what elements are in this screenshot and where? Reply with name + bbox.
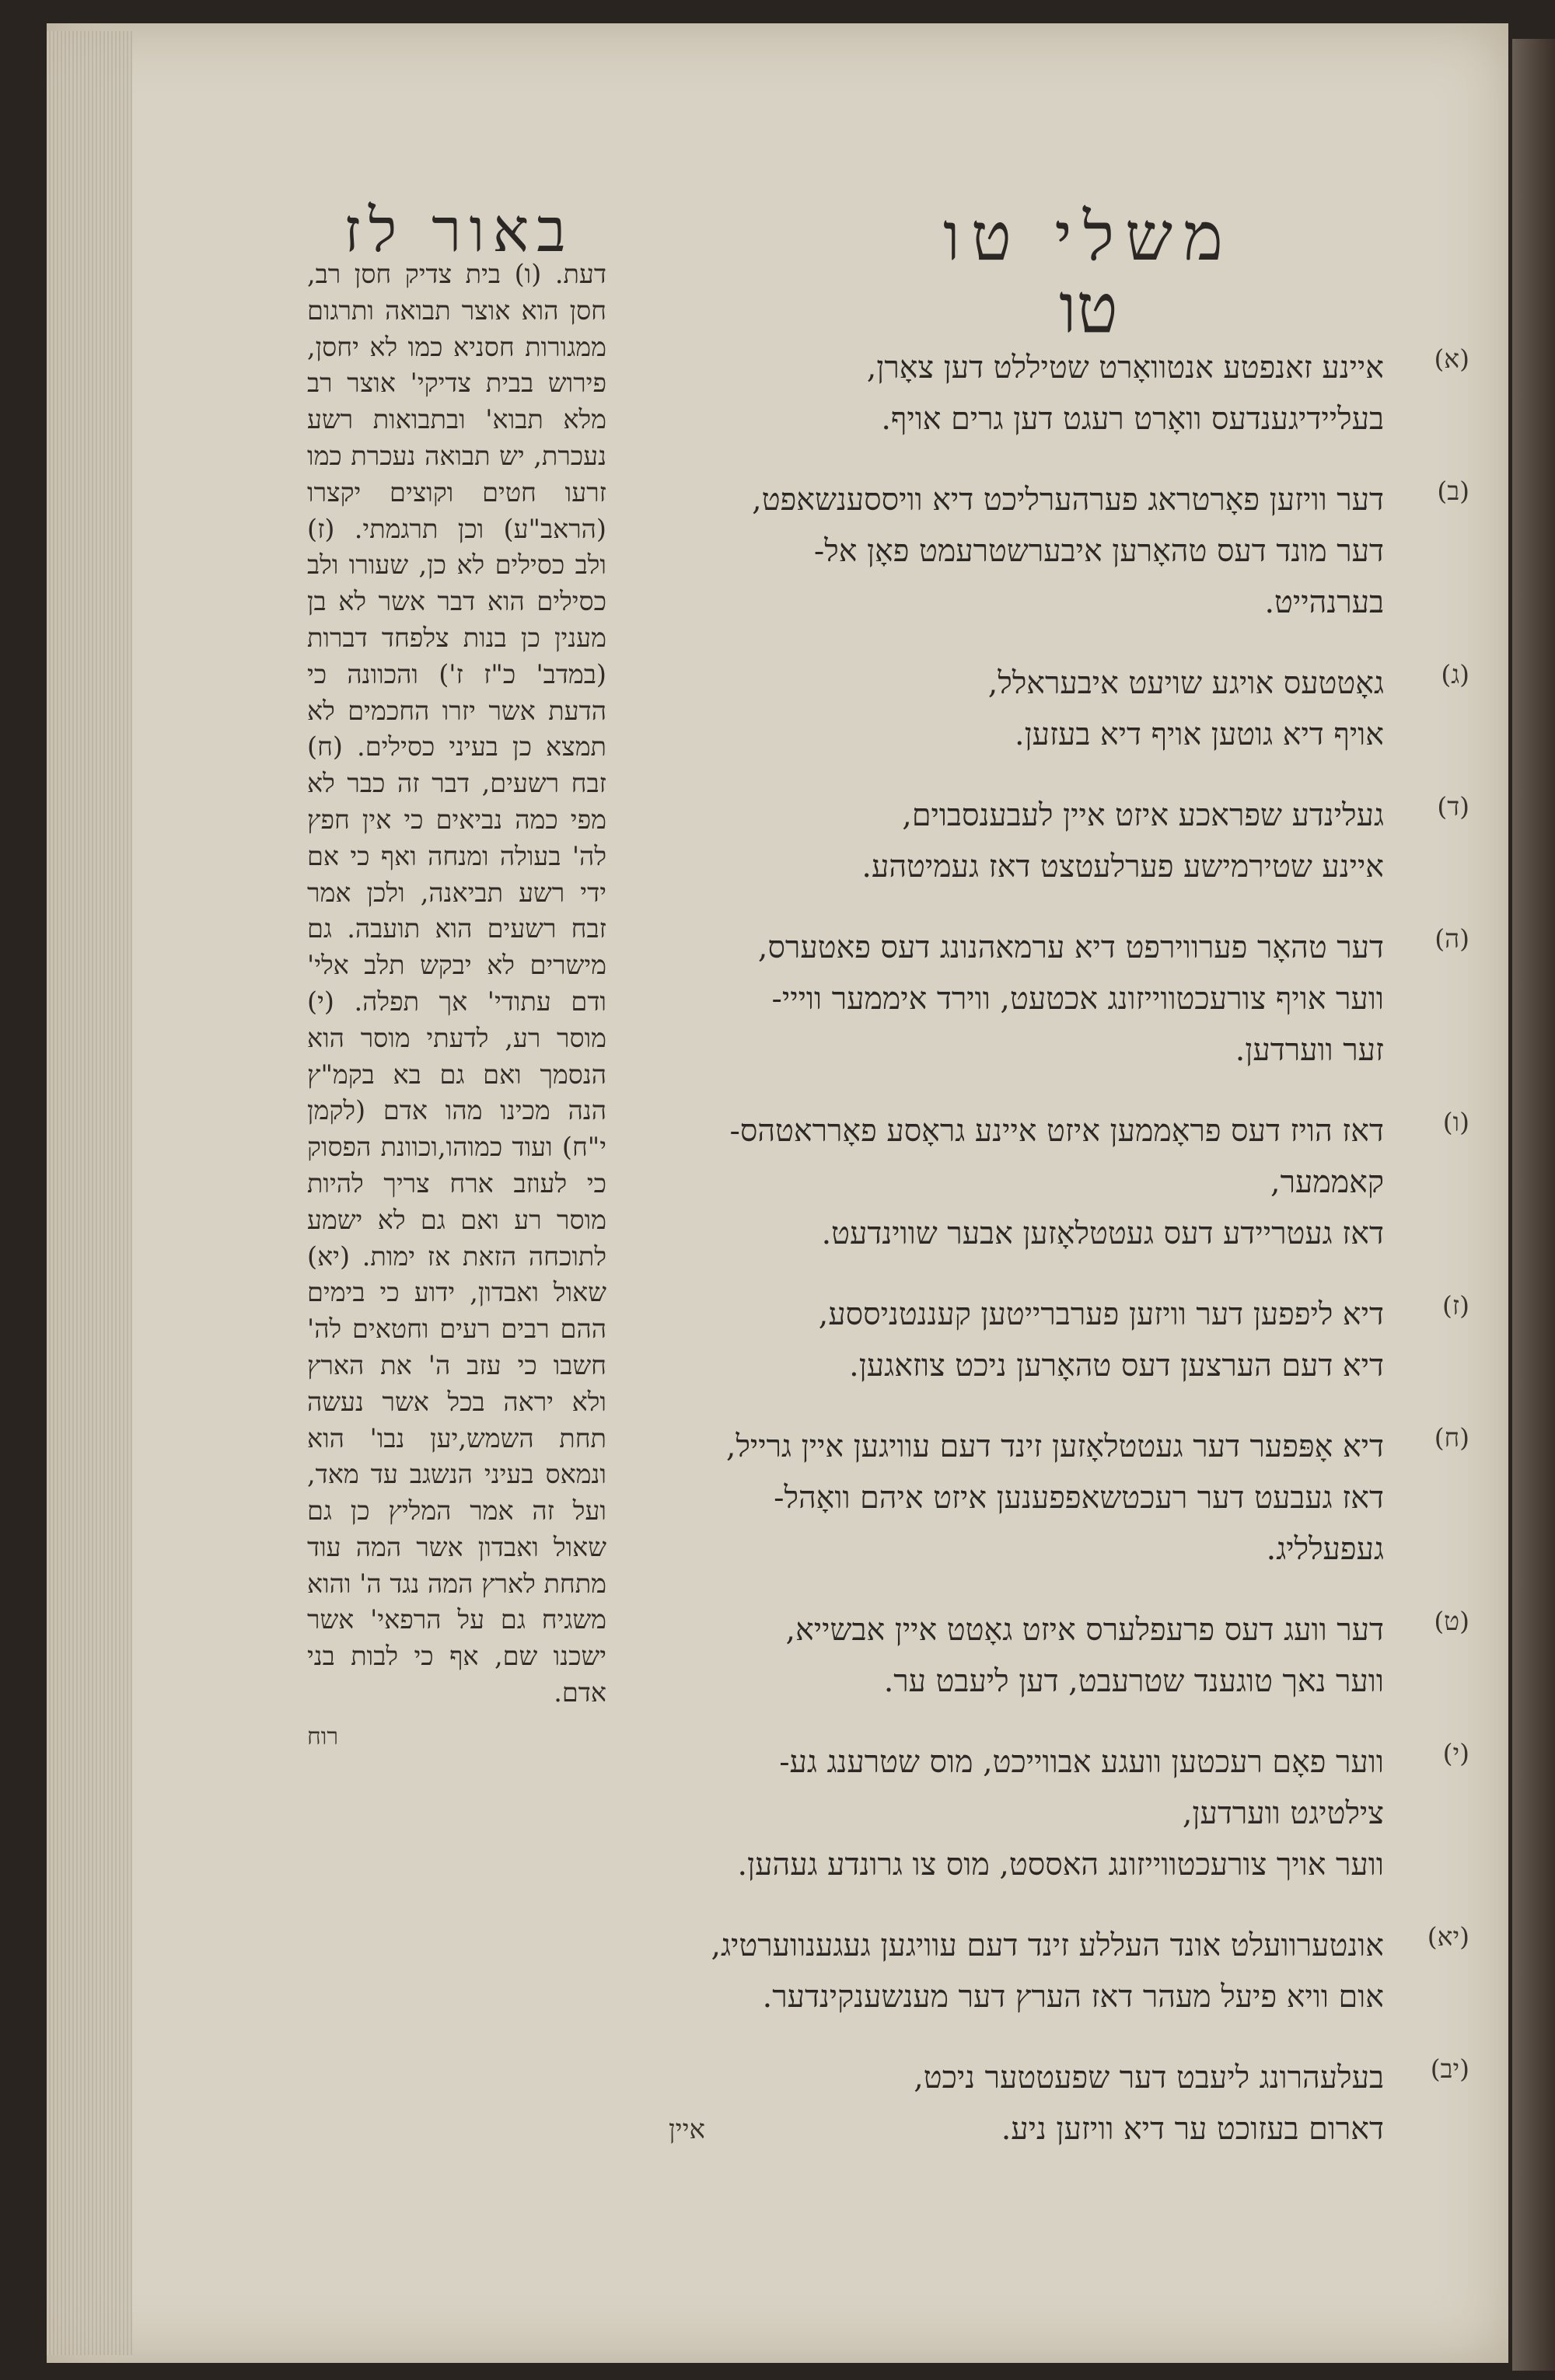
verse-number: (ז) [1442, 1290, 1469, 1321]
commentary-line: והוא משגיח גם על הרפאי' [307, 1568, 606, 1635]
verse-line: דיא ליפפען דער וויזען פערברייטען קעננטניססע, [818, 1296, 1384, 1332]
verse-line: ווער פאָם רעכטען וועגע אבווייכט, מוס שטרענג גע- [779, 1744, 1384, 1780]
verse-line: געלינדע שפראכע איזט איין לעבענסבוים, [902, 797, 1384, 833]
verse-line: דאז געטריידע דעס געטטלאָזען אבער שווינדעט. [821, 1216, 1384, 1251]
commentary-line: דעת. (ו) בית צדיק חסן [341, 259, 606, 289]
verse-number: (ח) [1434, 1422, 1469, 1453]
commentary-line: כמו לא יחסן, פירוש בבית [307, 331, 606, 399]
commentary-catchword: רוח [307, 1722, 339, 1750]
verse-line: קאממער, [1270, 1164, 1384, 1200]
commentary-line: תועבה. גם מישרים לא [307, 913, 606, 981]
verse [669, 1289, 1469, 1391]
commentary-line: ולכן אמר זבח רשעים הוא [307, 877, 606, 944]
commentary-line: אשר יזרו החכמים לא תמצא [307, 695, 606, 763]
verse-line: דער טהאָר פערווירפט דיא ערמאהנונג דעס פאטערס, [757, 930, 1384, 965]
verse-line: אונטערוועלט אונד העללע זינד דעם עוויגען געגענווערטיג, [711, 1928, 1384, 1963]
verse-line: דער וועג דעס פרעפלערס איזט גאָטט איין אבשייא, [785, 1612, 1384, 1648]
verse-line: גאָטטעס אויגע שויעט איבעראלל, [987, 665, 1384, 701]
commentary-line: (יא) שאול ואבדון, ידוע [307, 1241, 606, 1308]
commentary-line: ואבדון אשר המה עוד [307, 1531, 539, 1562]
verse [669, 474, 1469, 628]
commentary-line: (ז) ולב כסילים לא כן, [307, 513, 607, 581]
verse-line: דיא דעם הערצען דעס טהאָרען ניכט צוזאגען. [849, 1348, 1384, 1384]
commentary-text [307, 256, 606, 1712]
verse-line: אויף דיא גוטען אויף דיא בעזען. [1015, 717, 1384, 752]
commentary-line: בני אדם. [307, 1641, 606, 1708]
commentary-line: כי אם ידי רשע תביאנה, [307, 840, 606, 908]
commentary-line: דבר אשר לא בן מענין כן [307, 586, 607, 653]
verse-number: (יא) [1427, 1921, 1469, 1952]
commentary-line: צדיקי' אוצר רב מלא תבוא' [307, 368, 606, 435]
verse-line: צילטיגט ווערדען, [1182, 1795, 1384, 1831]
commentary-line: אך תפלה. (י) מוסר רע, [307, 986, 606, 1053]
commentary-line: ותרגום ממגורות חסניא [307, 295, 606, 362]
commentary-line: רעים וחטאים לה' חשבו [307, 1314, 606, 1380]
commentary-line: כי לעוזב ארח צריך להיות [307, 1167, 606, 1199]
verse [669, 922, 1469, 1076]
commentary-column [307, 256, 606, 1756]
commentary-line: חפץ לה' בעולה ומנחה ואף [307, 804, 606, 871]
commentary-line: ועוד כמוהו,וכוונת הפסוק [307, 1132, 553, 1163]
verse-line: דארום בעזוכט ער דיא וויזען ניע. [1001, 2111, 1384, 2147]
commentary-line: כן בעיני כסילים. (ח) זבח [307, 731, 606, 799]
commentary-line: מתחת לארץ המה נגד ה' [351, 1568, 606, 1599]
verse [669, 1105, 1469, 1259]
commentary-line: כ"ז ז') והכוונה כי הדעת [307, 658, 606, 726]
page-catchword: איין [669, 2114, 705, 2145]
verse-line: בערנהייט. [1264, 585, 1384, 620]
page-title: משלי טו [943, 198, 1234, 276]
commentary-line: מוסר רע ואם גם לא ישמע [307, 1204, 606, 1235]
verse-number: (ט) [1434, 1606, 1469, 1636]
facing-page-edge [1512, 39, 1555, 2371]
verse-line: ווער אויף צורעכטווייזונג אכטעט, ווירד איממער ווייי- [771, 981, 1384, 1017]
verse-line: דאז הויז דעס פראָממען איזט איינע גראָסע פאָרראטהס- [729, 1113, 1384, 1149]
verse-line: איינע זאנפטע אנטוואָרט שטיללט דען צאָרן, [866, 350, 1384, 386]
verse-line: דער מונד דעס טהאָרען איבערשטרעמט פאָן אל- [813, 533, 1384, 569]
verse-number: (ו) [1442, 1107, 1469, 1137]
commentary-title: באור לז [344, 196, 574, 266]
commentary-line: (הראב"ע) וכן תרגמתי. [334, 513, 606, 544]
commentary-line: רשעים, דבר זה כבר לא [307, 768, 560, 799]
verse [669, 1604, 1469, 1707]
commentary-line: ובתבואות רשע נעכרת, יש [307, 404, 607, 471]
chapter-number: טו [1059, 268, 1118, 348]
verse-line: ווער אויך צורעכטווייזונג האססט, מוס צו גרונדע געהען. [737, 1847, 1384, 1883]
verse-line: איינע שטירמישע פערלעטצט דאז געמיטהע. [861, 849, 1384, 885]
main-text-column [669, 342, 1469, 2184]
verse-line: בעלעהרונג ליעבט דער שפעטטער ניכט, [914, 2060, 1384, 2096]
verse [669, 658, 1469, 760]
commentary-line: שעורו ולב כסילים הוא [307, 550, 606, 617]
commentary-line: רב, חסן הוא אוצר תבואה [307, 259, 606, 326]
commentary-line: יראה בכל אשר נעשה תחת [307, 1386, 606, 1453]
verse [669, 1920, 1469, 2022]
verse-line: אום וויא פיעל מעהר דאז הערץ דער מענשענקינדער. [762, 1979, 1384, 2015]
commentary-line: חטים וקוצים יקצרו [307, 476, 536, 508]
verse-line: דיא אָפּפער דער געטטלאָזען זינד דעם עוויגען איין גרייל, [725, 1429, 1384, 1464]
commentary-line: בנות צלפחד דברות (במדב' [307, 622, 606, 689]
commentary-line: ואם גם בא בקמ"ץ הנה [307, 1059, 606, 1126]
verse-number: (יב) [1430, 2054, 1469, 2084]
verse-line: ווער נאך טוגענד שטרעבט, דען ליעבט ער. [883, 1663, 1384, 1699]
commentary-line: תבואה נעכרת כמו זרעו [307, 440, 606, 508]
commentary-line: בעיני הנשגב עד מאד, ועל [307, 1459, 607, 1527]
verse-line: געפעלליג. [1266, 1531, 1384, 1567]
commentary-line: מכינו מהו אדם (לקמן י"ח) [307, 1095, 606, 1163]
page-edge [47, 31, 132, 2355]
commentary-line: זה אמר המליץ כן גם שאול [307, 1495, 606, 1562]
commentary-line: לתוכחה הזאת אז ימות. [350, 1241, 606, 1272]
verse-number: (ד) [1437, 791, 1469, 822]
commentary-line: אשר ישכנו שם, אף כי לבות [307, 1604, 606, 1672]
commentary-line: כי בימים ההם רבים [307, 1277, 606, 1345]
commentary-line: השמש,יען נבו' הוא ונמאס [307, 1422, 606, 1490]
verse-number: (ב) [1437, 476, 1469, 506]
verse-line: זער ווערדען. [1235, 1032, 1384, 1068]
verse [669, 1421, 1469, 1575]
verse-number: (י) [1442, 1738, 1469, 1768]
commentary-line: כי עזב ה' את הארץ ולא [307, 1349, 606, 1417]
verse-number: (ג) [1441, 659, 1469, 689]
verse-number: (ה) [1434, 923, 1469, 954]
verse [669, 790, 1469, 892]
verse-number: (א) [1434, 344, 1469, 374]
commentary-line: לדעתי מוסר הוא הנסמך [307, 1022, 607, 1090]
verse-line: דאז געבעט דער רעכטשאפפענען איזט איהם וואָהל- [774, 1480, 1384, 1516]
verse-line: דער וויזען פאָרטראג פערהערליכט דיא וויססענשאפט, [752, 482, 1384, 518]
verse-line: בעליידיגענדעס וואָרט רעגט דען גרים אויף. [881, 401, 1384, 437]
commentary-line: יבקש תלב אלי' ודם עתודי' [307, 950, 606, 1017]
verse [669, 342, 1469, 445]
commentary-line: מפי כמה נביאים כי אין [349, 804, 606, 835]
verse [669, 1736, 1469, 1890]
